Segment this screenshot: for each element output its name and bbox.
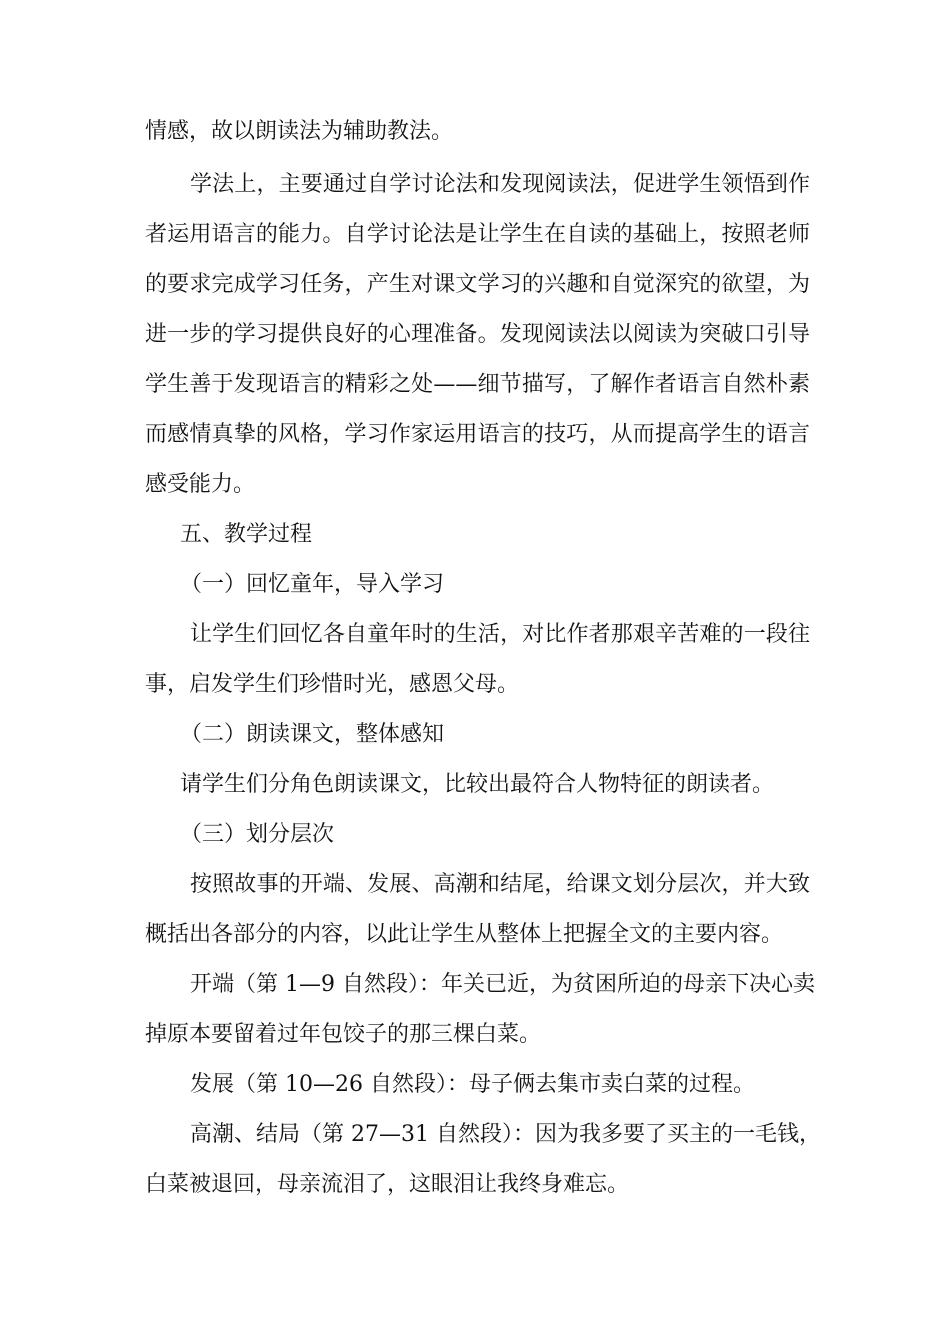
paragraph-line: 而感情真挚的风格，学习作家运用语言的技巧，从而提高学生的语言: [145, 422, 810, 447]
paragraph-line: 事，启发学生们珍惜时光，感恩父母。: [145, 672, 520, 697]
paragraph-line: 的要求完成学习任务，产生对课文学习的兴趣和自觉深究的欲望，为: [145, 272, 810, 297]
paragraph-line: 掉原本要留着过年包饺子的那三棵白菜。: [145, 1022, 542, 1047]
paragraph-line: 情感，故以朗读法为辅助教法。: [145, 119, 454, 144]
paragraph-line: 学法上，主要通过自学讨论法和发现阅读法，促进学生领悟到作: [190, 172, 810, 197]
paragraph-line: 让学生们回忆各自童年时的生活，对比作者那艰辛苦难的一段往: [190, 622, 810, 647]
paragraph-line: 开端（第 1—9 自然段）：年关已近，为贫困所迫的母亲下决心卖: [190, 972, 815, 997]
paragraph-line: 感受能力。: [145, 472, 256, 497]
paragraph-line: 进一步的学习提供良好的心理准备。发现阅读法以阅读为突破口引导: [145, 322, 810, 347]
paragraph-line: 高潮、结局（第 27—31 自然段）：因为我多要了买主的一毛钱，: [190, 1122, 821, 1147]
paragraph-line: 发展（第 10—26 自然段）：母子俩去集市卖白菜的过程。: [190, 1072, 755, 1097]
paragraph-line: 请学生们分角色朗读课文，比较出最符合人物特征的朗读者。: [180, 772, 775, 797]
paragraph-line: 概括出各部分的内容，以此让学生从整体上把握全文的主要内容。: [145, 922, 784, 947]
subsection-heading: （一）回忆童年，导入学习: [180, 572, 445, 597]
subsection-heading: （三）划分层次: [180, 822, 335, 847]
paragraph-line: 者运用语言的能力。自学讨论法是让学生在自读的基础上，按照老师: [145, 222, 810, 247]
paragraph-line: 白菜被退回，母亲流泪了，这眼泪让我终身难忘。: [145, 1172, 630, 1197]
paragraph-line: 学生善于发现语言的精彩之处——细节描写，了解作者语言自然朴素: [145, 372, 810, 397]
paragraph-line: 按照故事的开端、发展、高潮和结尾，给课文划分层次，并大致: [190, 872, 810, 897]
subsection-heading: （二）朗读课文，整体感知: [180, 722, 445, 747]
section-heading: 五、教学过程: [180, 522, 313, 547]
